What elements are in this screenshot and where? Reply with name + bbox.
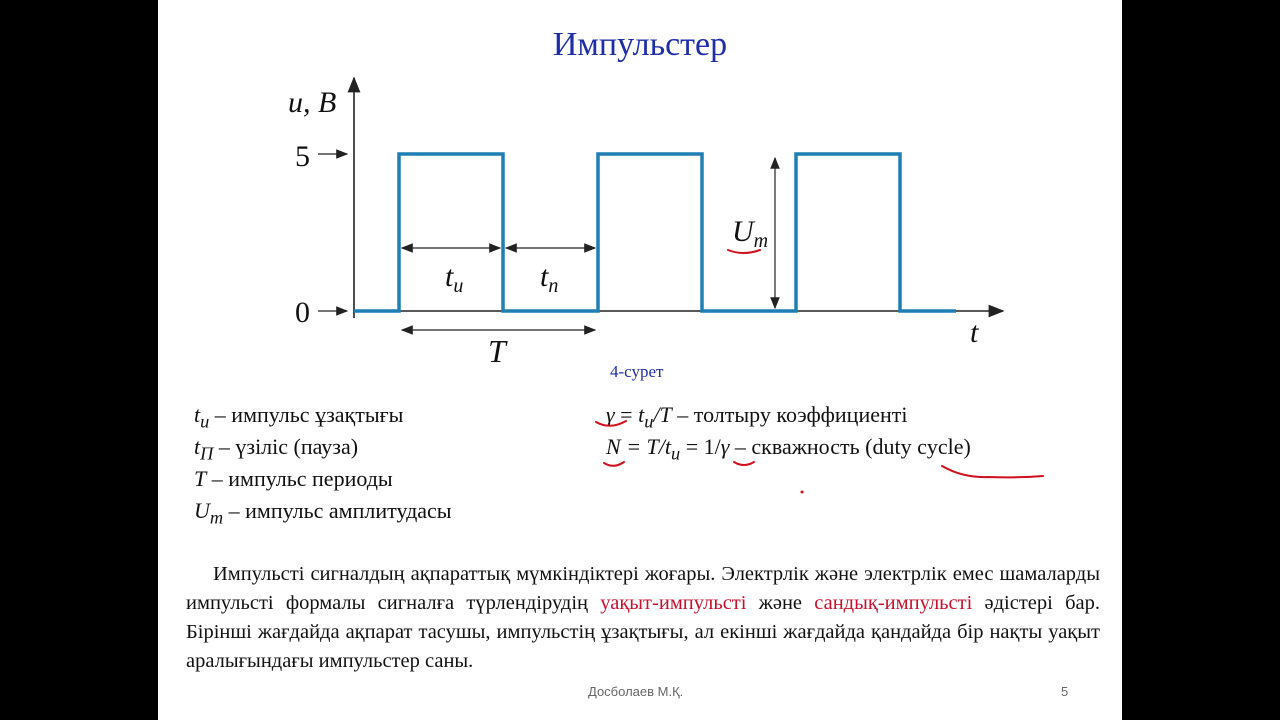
- amplitude-label: $U_m$: [732, 215, 769, 252]
- figure-caption: 4-сурет: [610, 362, 664, 381]
- handwritten-underline-duty-cycle: [942, 466, 1043, 477]
- body-paragraph: Импульсті сигналдың ақпараттық мүмкіндіктері жоғары. Электрлік және электрлік емес шамаларды импульсті формалы сигналға түрлендірудің уақыт-импульсті және сандық-импульсті әдістері бар. Бірінші жағдайда ақпарат тасушы, импульстің ұзақтығы, ал екінші жағдайда қандайда бір нақты уақыт аралығындағы импульстер саны.: [186, 563, 1100, 672]
- handwritten-underline-n: [604, 462, 624, 466]
- definition-fill-factor: $\gamma = t_и/T$ – толтыру коэффициенті: [606, 402, 908, 432]
- level-5-label: 5: [295, 140, 310, 173]
- x-axis-label: t: [970, 316, 979, 349]
- slide: [158, 0, 1122, 720]
- handwritten-underline-gamma: [596, 421, 626, 426]
- slide-title: Импульстер: [552, 26, 728, 63]
- footer-author: Досболаев М.Қ.: [588, 684, 684, 699]
- definition-amplitude: $U_m$ – импульс амплитудасы: [194, 498, 452, 528]
- handwritten-dot: [801, 491, 804, 494]
- highlight-digital-pulse: сандық-импульсті: [814, 592, 973, 614]
- level-0-label: 0: [295, 296, 310, 329]
- definition-period: T – импульс периоды: [194, 466, 393, 491]
- period-label: T: [488, 333, 506, 369]
- y-axis-label: u, В: [288, 86, 337, 119]
- definition-pause: $t_П$ – үзіліс (пауза): [194, 434, 359, 464]
- pulse-width-label: $t_и$: [445, 260, 464, 297]
- definition-duty-cycle: $N = T/t_и = 1/\gamma$ – скважность (duty cycle): [606, 434, 971, 464]
- highlight-time-pulse: уақыт-импульсті: [600, 592, 747, 614]
- handwritten-underline-gamma-2: [734, 462, 754, 465]
- page-number: 5: [1061, 684, 1069, 699]
- definition-pulse-width: $t_и$ – импульс ұзақтығы: [194, 402, 404, 432]
- pause-label: $t_п$: [540, 260, 559, 297]
